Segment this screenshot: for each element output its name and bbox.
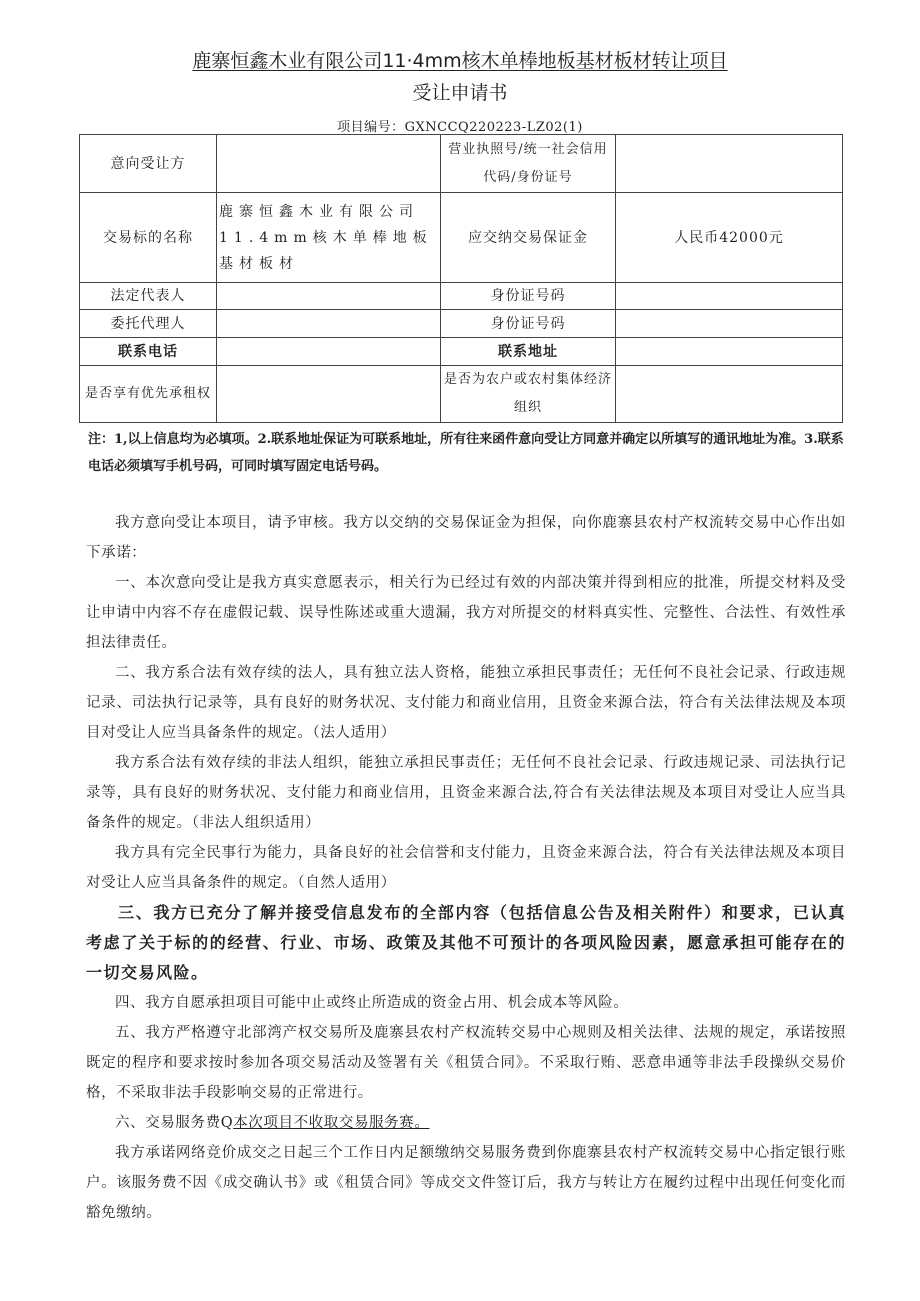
label-id-number-1: 身份证号码 (441, 283, 616, 310)
label-agent: 委托代理人 (80, 310, 217, 338)
label-subject-name: 交易标的名称 (80, 193, 217, 283)
paragraph-intro: 我方意向受让本项目，请予审核。我方以交纳的交易保证金为担保，向你鹿寨县农村产权流转交易中心作出如下承诺： (86, 515, 846, 561)
label-intended-transferee: 意向受让方 (80, 135, 217, 193)
field-license-id[interactable] (616, 135, 843, 193)
paragraph-5: 五、我方严格遵守北部湾产权交易所及鹿寨县农村产权流转交易中心规则及相关法律、法规的规定，承诺按照既定的程序和要求按时参加各项交易活动及签署有关《租赁合同》。不采取行贿、恶意串通等非法手段操纵交易价格，不采取非法手段影响交易的正常进行。 (86, 1025, 846, 1101)
paragraph-2: 二、我方系合法有效存续的法人，具有独立法人资格，能独立承担民事责任；无任何不良社会记录、行政违规记录、司法执行记录等，具有良好的财务状况、支付能力和商业信用，且资金来源合法，符合有关法律法规及本项目对受让人应当具备条件的规定。（法人适用） (86, 665, 846, 741)
field-priority-lease[interactable] (217, 366, 441, 423)
value-subject-name: 鹿寨恒鑫木业有限公司11.4mm核木单棒地板基材板材 (217, 193, 441, 283)
label-farmer-collective: 是否为农户或农村集体经济组织 (441, 366, 616, 423)
paragraph-6-lead: 六、交易服务费Q (115, 1115, 234, 1131)
field-id-number-1[interactable] (616, 283, 843, 310)
value-deposit: 人民币42000元 (616, 193, 843, 283)
label-license-id: 营业执照号/统一社会信用代码/身份证号 (441, 135, 616, 193)
label-phone: 联系电话 (80, 338, 217, 366)
field-phone[interactable] (217, 338, 441, 366)
commitment-body (86, 508, 846, 1228)
paragraph-6 (86, 1108, 846, 1138)
project-number: 项目编号：GXNCCQ220223-LZ02(1) (337, 120, 583, 135)
paragraph-2-natural: 我方具有完全民事行为能力，具备良好的社会信誉和支付能力，且资金来源合法，符合有关法律法规及本项目对受让人应当具备条件的规定。（自然人适用） (86, 845, 846, 891)
label-priority-lease: 是否享有优先承租权 (80, 366, 217, 423)
label-deposit: 应交纳交易保证金 (441, 193, 616, 283)
table-row (80, 135, 843, 193)
paragraph-6-commitment: 我方承诺网络竞价成交之日起三个工作日内足额缴纳交易服务费到你鹿寨县农村产权流转交易中心指定银行账户。该服务费不因《成交确认书》或《租赁合同》等成交文件签订后，我方与转让方在履约过程中出现任何变化而豁免缴纳。 (86, 1145, 846, 1221)
paragraph-1: 一、本次意向受让是我方真实意愿表示，相关行为已经过有效的内部决策并得到相应的批准，所提交材料及受让申请中内容不存在虚假记载、误导性陈述或重大遗漏，我方对所提交的材料真实性、完整性、合法性、有效性承担法律责任。 (86, 575, 846, 651)
label-id-number-2: 身份证号码 (441, 310, 616, 338)
field-address[interactable] (616, 338, 843, 366)
document-title: 鹿寨恒鑫木业有限公司11·4mm核木单棒地板基材板材转让项目 (192, 50, 728, 72)
field-agent[interactable] (217, 310, 441, 338)
label-legal-rep: 法定代表人 (80, 283, 217, 310)
paragraph-2-nonlegal: 我方系合法有效存续的非法人组织，能独立承担民事责任；无任何不良社会记录、行政违规记录、司法执行记录等，具有良好的财务状况、支付能力和商业信用，且资金来源合法,符合有关法律法规及本项目对受让人应当具备条件的规定。（非法人组织适用） (86, 755, 846, 831)
paragraph-3: 三、我方已充分了解并接受信息发布的全部内容（包括信息公告及相关附件）和要求，已认真考虑了关于标的的经营、行业、市场、政策及其他不可预计的各项风险因素，愿意承担可能存在的一切交易风险。 (86, 903, 846, 982)
label-address: 联系地址 (441, 338, 616, 366)
table-row (80, 338, 843, 366)
applicant-info-table (79, 134, 843, 423)
field-farmer-collective[interactable] (616, 366, 843, 423)
field-legal-rep[interactable] (217, 283, 441, 310)
paragraph-4: 四、我方自愿承担项目可能中止或终止所造成的资金占用、机会成本等风险。 (115, 995, 629, 1011)
paragraph-6-underlined: 本次项目不收取交易服务赛。 (233, 1115, 430, 1131)
field-intended-transferee[interactable] (217, 135, 441, 193)
table-row (80, 283, 843, 310)
table-note: 注：1,以上信息均为必填项。2.联系地址保证为可联系地址，所有往来函件意向受让方同意并确定以所填写的通讯地址为准。3.联系电话必须填写手机号码，可同时填写固定电话号码。 (88, 432, 844, 474)
field-id-number-2[interactable] (616, 310, 843, 338)
document-subtitle: 受让申请书 (412, 82, 508, 104)
table-row (80, 193, 843, 283)
table-row (80, 310, 843, 338)
table-row (80, 366, 843, 423)
